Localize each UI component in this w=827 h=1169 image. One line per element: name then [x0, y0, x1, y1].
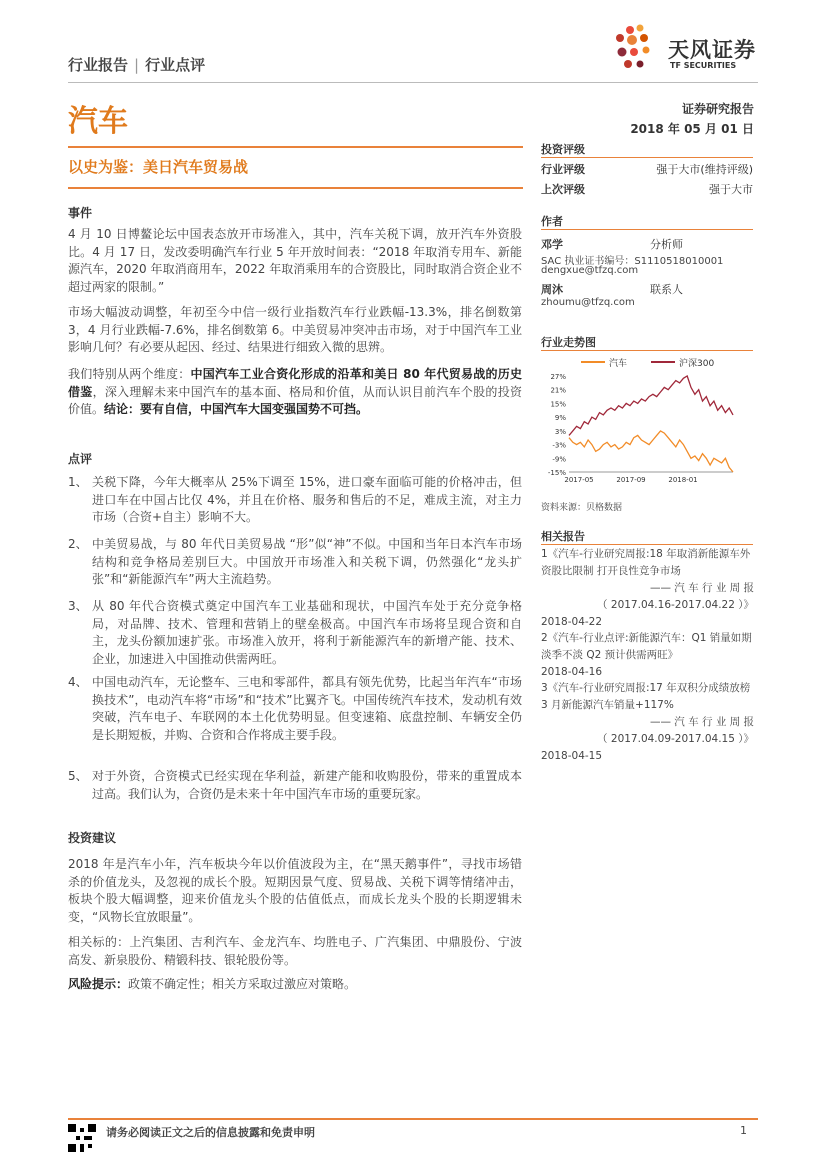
y-tick-label: 15% [550, 400, 566, 409]
comment-item: 5、 对于外资，合资模式已经实现在华利益，新建产能和收购股份，带来的重置成本过高。我们认为，合资仍是未来十年中国汽车市场的重要玩家。 [68, 769, 522, 801]
related-report[interactable]: 2《汽车-行业点评:新能源汽车：Q1 销量如期淡季不淡 Q2 预计供需两旺》 2018-04-16 [541, 632, 752, 678]
related-report[interactable]: 1《汽车-行业研究周报:18 年取消新能源车外资股比限制 打开良性竞争市场 —— 汽 车 行 业 周 报 （ 2017.04.16-2017.04.22 ）》 2018-04-22 [541, 548, 754, 628]
event-paragraph-1: 4 月 10 日博鳌论坛中国表态放开市场准入，其中，汽车关税下调，放开汽车外资股比。4 月 17 日，发改委明确汽车行业 5 年开放时间表：“2018 年取消专用车、新能源汽车，2020 年取消商用车，2022 年取消乘用车的合资股比，同时取消合资企业不超过两家的限制。” [68, 227, 522, 294]
x-tick-label: 2017-05 [564, 476, 594, 484]
event-paragraph-3 [68, 366, 522, 419]
author-name: 邓学 [541, 238, 563, 251]
series-line-auto [569, 431, 733, 472]
legend-label-auto: 汽车 [609, 359, 628, 369]
title-rule [68, 146, 523, 148]
author-role: 联系人 [650, 283, 683, 296]
event-p3-body: ，深入理解未来中国汽车的基本面、格局和价值，从而认识目前汽车个股的投资价值。 [68, 384, 522, 416]
authors-rule [541, 229, 753, 230]
related-rule [541, 544, 753, 545]
event-paragraph-2: 市场大幅波动调整，年初至今中信一级行业指数汽车行业跌幅-13.3%，排名倒数第 3，4 月行业跌幅-7.6%，排名倒数第 6。中美贸易冲突冲击市场，对于中国汽车工业影响几何？有必要从起因、经过、结果进行细致入微的思辨。 [68, 305, 522, 354]
author-email[interactable]: dengxue@tfzq.com [541, 265, 639, 276]
footer-disclaimer: 请务必阅读正文之后的信息披露和免责申明 [106, 1126, 315, 1139]
related-heading: 相关报告 [541, 530, 585, 543]
x-tick-label: 2017-09 [616, 476, 646, 484]
comment-item: 3、 从 80 年代合资模式奠定中国汽车工业基础和现状，中国汽车处于充分竞争格局，对品牌、技术、管理和营销上的壁垒极高。中国汽车市场将呈现合资和自主，龙头份额加速扩张。市场准入放开，将利于新能源汽车的新增产能、技术、企业，加速进入中国推动供需两旺。 [68, 599, 522, 666]
y-tick-label: 9% [554, 414, 566, 423]
industry-title: 汽车 [68, 104, 128, 139]
report-type: 证券研究报告 [681, 102, 754, 116]
trend-rule [541, 350, 753, 351]
report-title: 以史为鉴：美日汽车贸易战 [68, 158, 249, 176]
trend-heading: 行业走势图 [541, 336, 596, 349]
header-rule [68, 82, 758, 83]
chart-source: 资料来源：贝格数据 [541, 503, 623, 513]
page-number: 1 [740, 1124, 747, 1137]
author-name: 周沐 [541, 283, 563, 296]
category-label: 行业报告 [68, 56, 129, 74]
related-report[interactable]: 3《汽车-行业研究周报:17 年双积分成绩放榜 3 月新能源汽车销量+117% —— 汽 车 行 业 周 报 （ 2017.04.09-2017.04.15 ）》 2018-04-15 [541, 682, 754, 762]
author-email[interactable]: zhoumu@tfzq.com [541, 297, 635, 308]
legend-label-hs300: 沪深300 [679, 359, 715, 369]
risk-text: 政策不确定性；相关方采取过激应对策略。 [128, 977, 357, 991]
author-role: 分析师 [650, 238, 683, 251]
y-tick-label: -3% [552, 441, 566, 450]
y-tick-label: 27% [550, 373, 566, 381]
industry-trend-chart [541, 352, 755, 490]
section-heading-comment: 点评 [68, 452, 93, 466]
comment-item: 2、 中美贸易战，与 80 年代日美贸易战 “形”似“神”不似。中国和当年日本汽车市场结构和竞争格局差别巨大。中国放开市场准入和关税下调，仍然强化“龙头扩张”和“新能源汽车”两大主流趋势。 [68, 537, 522, 586]
authors-heading: 作者 [541, 215, 563, 228]
event-p3-bold: 中国汽车工业合资化形成的沿革和美日 80 年代贸易战的历史借鉴 [68, 367, 522, 399]
report-category [68, 54, 205, 75]
comment-item: 4、 中国电动汽车，无论整车、三电和零部件，都具有领先优势，比起当年汽车“市场换技术”，电动汽车将“市场”和“技术”比翼齐飞。中国传统汽车技术，发动机有效突破，汽车电子、车联网的本土化优势明显。但变速箱、底盘控制、车辆安全仍是长期短板，并购、合资和合作将成主要手段。 [68, 675, 522, 742]
report-date: 2018 年 05 月 01 日 [630, 122, 754, 136]
tf-logo-icon [612, 22, 668, 76]
event-p3-conclusion: 结论：要有自信，中国汽车大国变强国势不可挡。 [104, 402, 369, 416]
y-tick-label: 3% [554, 427, 566, 436]
y-tick-label: -15% [547, 469, 566, 477]
section-heading-advice: 投资建议 [68, 831, 117, 845]
category-separator: | [134, 56, 140, 74]
subcategory-label: 行业点评 [145, 56, 206, 74]
rating-heading: 投资评级 [541, 143, 585, 156]
section-heading-event: 事件 [68, 206, 93, 220]
rating-rule [541, 157, 753, 158]
risk-label: 风险提示： [68, 977, 129, 991]
advice-paragraph-2: 相关标的：上汽集团、吉利汽车、金龙汽车、均胜电子、广汽集团、中鼎股份、宁波高发、新泉股份、精锻科技、银轮股份等。 [68, 935, 522, 967]
comment-item: 1、 关税下降，今年大概率从 25%下调至 15%，进口豪车面临可能的价格冲击，但进口车在中国占比仅 4%，并且在价格、服务和售后的不足，难成主流，对主力市场（合资+自主）影响不大。 [68, 475, 522, 524]
footer-rule [68, 1118, 758, 1120]
logo-name: 天风证券 [668, 38, 756, 62]
industry-rating-row: 行业评级 强于大市(维持评级) [541, 163, 753, 176]
qr-code-icon [68, 1124, 96, 1152]
advice-paragraph-1: 2018 年是汽车小年，汽车板块今年以价值波段为主，在“黑天鹅事件”，寻找市场错杀的价值龙头，及忽视的成长个股。短期因景气度、贸易战、关税下调等情绪冲击，板块个股大幅调整，迎来价值龙头个股的估值低点，而成长龙头个股的长期逻辑未变，“风物长宜放眼量”。 [68, 857, 522, 924]
event-p3-lead: 我们特别从两个维度： [68, 367, 191, 381]
y-tick-label: 21% [550, 386, 566, 395]
title-bottom-rule [68, 187, 523, 189]
x-tick-label: 2018-01 [668, 476, 698, 484]
logo-subtitle: TF SECURITIES [670, 61, 737, 70]
author-cert: SAC 执业证书编号：S1110518010001 [541, 256, 724, 267]
series-line-hs300 [569, 376, 733, 435]
risk-warning [68, 976, 522, 994]
y-tick-label: -9% [552, 455, 566, 464]
previous-rating-row: 上次评级 强于大市 [541, 183, 753, 196]
